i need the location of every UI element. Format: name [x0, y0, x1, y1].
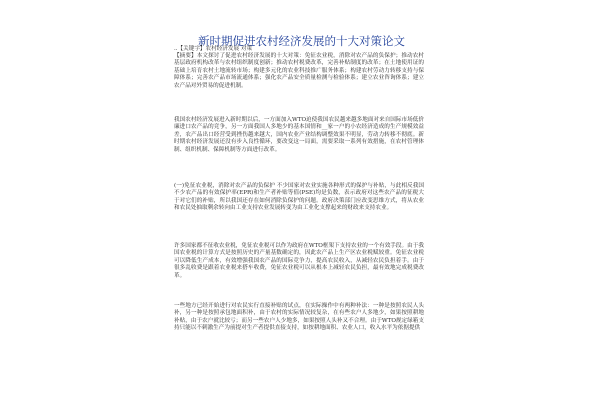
body-paragraph-4: 一些地方已经开始进行对农民实行直接补贴的试点，在实际操作中有两种补法：一种是按照农民人头补，另一种是按照承包地面积补，由于农村的实际情况较复杂，在有些农户人多地少，如果按照耕地补贴，由于农户就比较亏；而另一些农户人少地多，如果按照人头补又不合理。由于WTO规定绿箱支持只能以不刺激生产为前提对生产者提供直接支持，如按耕地面积、农业人口，收入水平为依据提供 [174, 303, 424, 332]
body-paragraph-2: (一)免征农业税，消除对农产品的负保护 不少国家对农业实施各种形式的保护与补贴，与此相反我国不少农产品的有效保护率(EPR)和生产者补贴等值(PSE)均是负数，表示政府对这些农产品的征税大于对它们的补贴，所以我国还存在如何消除负保护的问题。政府决策部门应改变思维方式，将从农业和农民处抽取剩余转向由工业支持农业发展转变为由工业化支撑起来的财政来支持农业。 [174, 183, 424, 212]
body-paragraph-1: 我国农村经济发展进入新时期以后，一方面加入WTO迫使我国农民越来越多地面对来自国际市场低价廉进口农产品的竞争，另一方面我国人多地少的基本国情和__家一户的小农经济造成的生产规模效益差，农产品出口经营受到挫伤越来越大，国内农业产业结构调整效果不明显，劳动力转移不彻底。新时期农村经济发展还没有步入良性循环，要改变这一局面，需要采取一系列有效措施，在农村管理体制、组织机制、保障机制等方面进行改革。 [174, 117, 424, 153]
body-paragraph-3: 许多国家都不征收农业税，免征农业税可以作为政府在WTO框架下支持农业的一个有效手段。由于我国农业税的计算方式是按照历史的产量基数确定的，因此农产品上生产区农业税赋较重。免征农业税可以降低生产成本，有效增强我国农产品的国际竞争力，提高农民收入，从减轻农民负担着手。由于很多乱收费是跟着农业税来搭车收费，免征农业税可以从根本上减轻农民负担，最有效地完成税费改革。 [174, 243, 424, 279]
abstract-paragraph: 【摘要】本文探讨了促进农村经济发展的十大对策：免征农业税，消除对农产品的负保护；推动农村基层政府机构改革与农村组织制度创新；推动农村税费改革，完善补贴制度的改革；在土地使用证的基础上培育农村土地流转市场；构建多元化的农业科技推广服务体系；构建农村劳动力转移支持与保障体系；完善农产品市场流通体系；强化农产品安全质量检测与检验体系；建立农业咨询体系；建立农产品对外贸易的促进机制。 [174, 53, 424, 89]
keywords-line: ..【关键字】农村经济发展 对策 [174, 46, 253, 52]
document-page [170, 0, 430, 400]
page-title: 新时期促进农村经济发展的十大对策论文 [198, 34, 405, 48]
